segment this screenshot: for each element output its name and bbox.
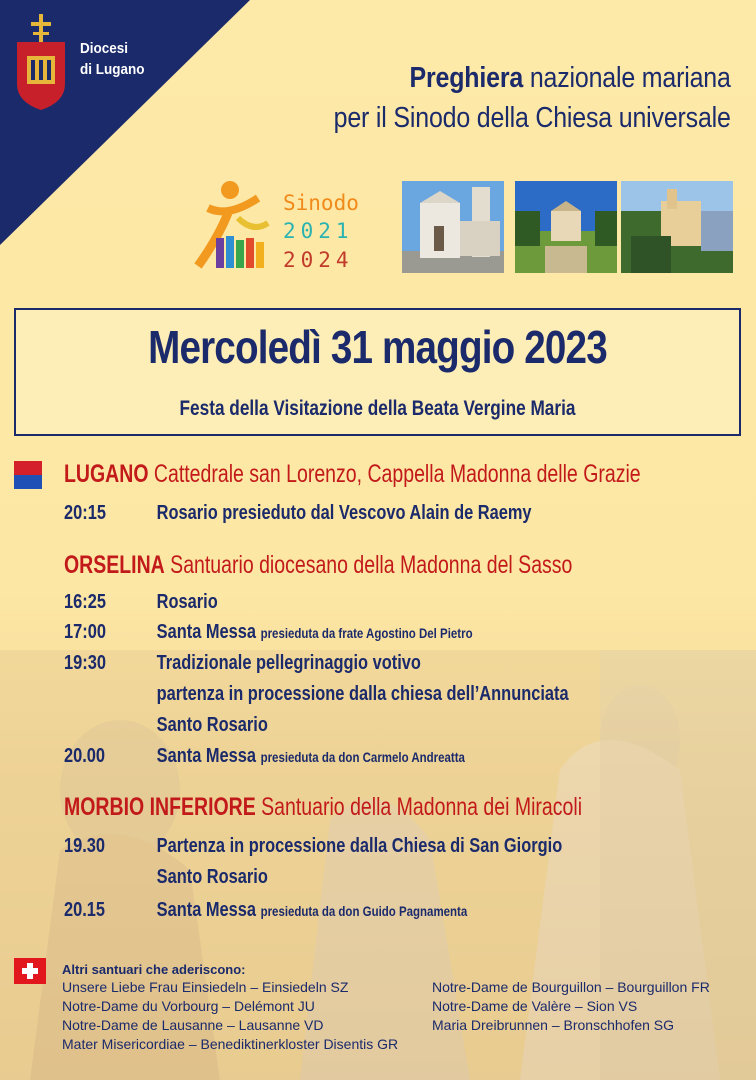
sinodo-logo	[188, 178, 388, 273]
event-text: Tradizionale pellegrinaggio votivo	[156, 652, 421, 674]
feast-name: Festa della Visitazione della Beata Vergine Maria	[179, 397, 576, 420]
title-bold: Preghiera	[409, 62, 524, 94]
section-place: MORBIO INFERIORE	[64, 793, 256, 821]
event-date: Mercoledì 31 maggio 2023	[148, 321, 607, 373]
event-time: 17:00	[64, 621, 106, 643]
diocese-line1: Diocesi	[80, 40, 129, 57]
diocese-line2: di Lugano	[80, 61, 145, 78]
sanctuary-item: Notre-Dame du Vorbourg – Delémont JU	[62, 998, 315, 1014]
schedule-row	[64, 652, 421, 675]
diocese-name	[80, 38, 144, 80]
cathedral-photo	[402, 181, 504, 273]
schedule-row	[64, 866, 268, 889]
section-heading-lugano	[64, 460, 641, 489]
section-location: Cattedrale san Lorenzo, Cappella Madonna delle Grazie	[148, 460, 641, 488]
section-location: Santuario della Madonna dei Miracoli	[255, 793, 583, 821]
title-line2: per il Sinodo della Chiesa universale	[333, 102, 731, 134]
diocese-coat-of-arms-icon	[15, 14, 67, 114]
sanctuaries-list-right	[432, 978, 710, 1035]
event-text: Santa Messa presieduta da frate Agostino Del Pietro	[156, 621, 473, 643]
event-time: 20.15	[64, 899, 106, 921]
sanctuary-photo	[515, 181, 617, 273]
event-time: 19.30	[64, 835, 106, 857]
title-rest: nazionale mariana	[523, 62, 731, 94]
sanctuaries-list-left	[62, 978, 398, 1054]
schedule-row	[64, 591, 218, 614]
event-text: Rosario presieduto dal Vescovo Alain de Raemy	[156, 502, 532, 524]
section-heading-orselina	[64, 551, 572, 580]
event-note: presieduta da don Carmelo Andreatta	[260, 749, 465, 765]
date-box	[14, 308, 741, 436]
lugano-flag-icon	[14, 461, 42, 489]
schedule-row	[64, 745, 465, 768]
event-time: 20:15	[64, 502, 106, 524]
page-title	[334, 58, 731, 138]
sinodo-word: Sinodo	[283, 191, 359, 215]
schedule-row	[64, 621, 473, 644]
sanctuary-item: Unsere Liebe Frau Einsiedeln – Einsiedeln SZ	[62, 979, 349, 995]
schedule-row	[64, 899, 467, 922]
other-sanctuaries-heading: Altri santuari che aderiscono:	[62, 962, 246, 977]
event-note: presieduta da don Guido Pagnamenta	[260, 903, 468, 919]
sinodo-year1: 2021	[283, 219, 354, 243]
event-note: presieduta da frate Agostino Del Pietro	[260, 625, 473, 641]
event-time: 16:25	[64, 591, 106, 613]
event-time: 19:30	[64, 652, 106, 674]
event-text: Santo Rosario	[156, 866, 268, 888]
sanctuary-item: Mater Misericordiae – Benediktinerkloster Disentis GR	[62, 1036, 399, 1052]
schedule-row	[64, 502, 532, 525]
section-place: ORSELINA	[64, 551, 165, 579]
sanctuary-item: Notre-Dame de Lausanne – Lausanne VD	[62, 1017, 324, 1033]
sanctuary-item: Notre-Dame de Bourguillon – Bourguillon FR	[432, 979, 710, 995]
event-time: 20.00	[64, 745, 106, 767]
madonna-del-sasso-photo	[621, 181, 733, 273]
schedule-row	[64, 835, 562, 858]
event-text: Santo Rosario	[156, 714, 268, 736]
sanctuary-item: Maria Dreibrunnen – Bronschhofen SG	[432, 1017, 675, 1033]
event-text: Partenza in processione dalla Chiesa di San Giorgio	[156, 835, 563, 857]
sinodo-year2: 2024	[283, 248, 354, 272]
section-location: Santuario diocesano della Madonna del Sasso	[164, 551, 573, 579]
sanctuary-item: Notre-Dame de Valère – Sion VS	[432, 998, 638, 1014]
event-text: Santa Messa presieduta da don Guido Pagnamenta	[156, 899, 468, 921]
section-place: LUGANO	[64, 460, 149, 488]
section-heading-morbio-inferiore	[64, 793, 582, 822]
event-text: Santa Messa presieduta da don Carmelo Andreatta	[156, 745, 465, 767]
schedule-row	[64, 714, 268, 737]
event-text: partenza in processione dalla chiesa dell’Annunciata	[156, 683, 569, 705]
swiss-flag-icon	[14, 958, 46, 984]
schedule-row	[64, 683, 569, 706]
event-text: Rosario	[156, 591, 218, 613]
